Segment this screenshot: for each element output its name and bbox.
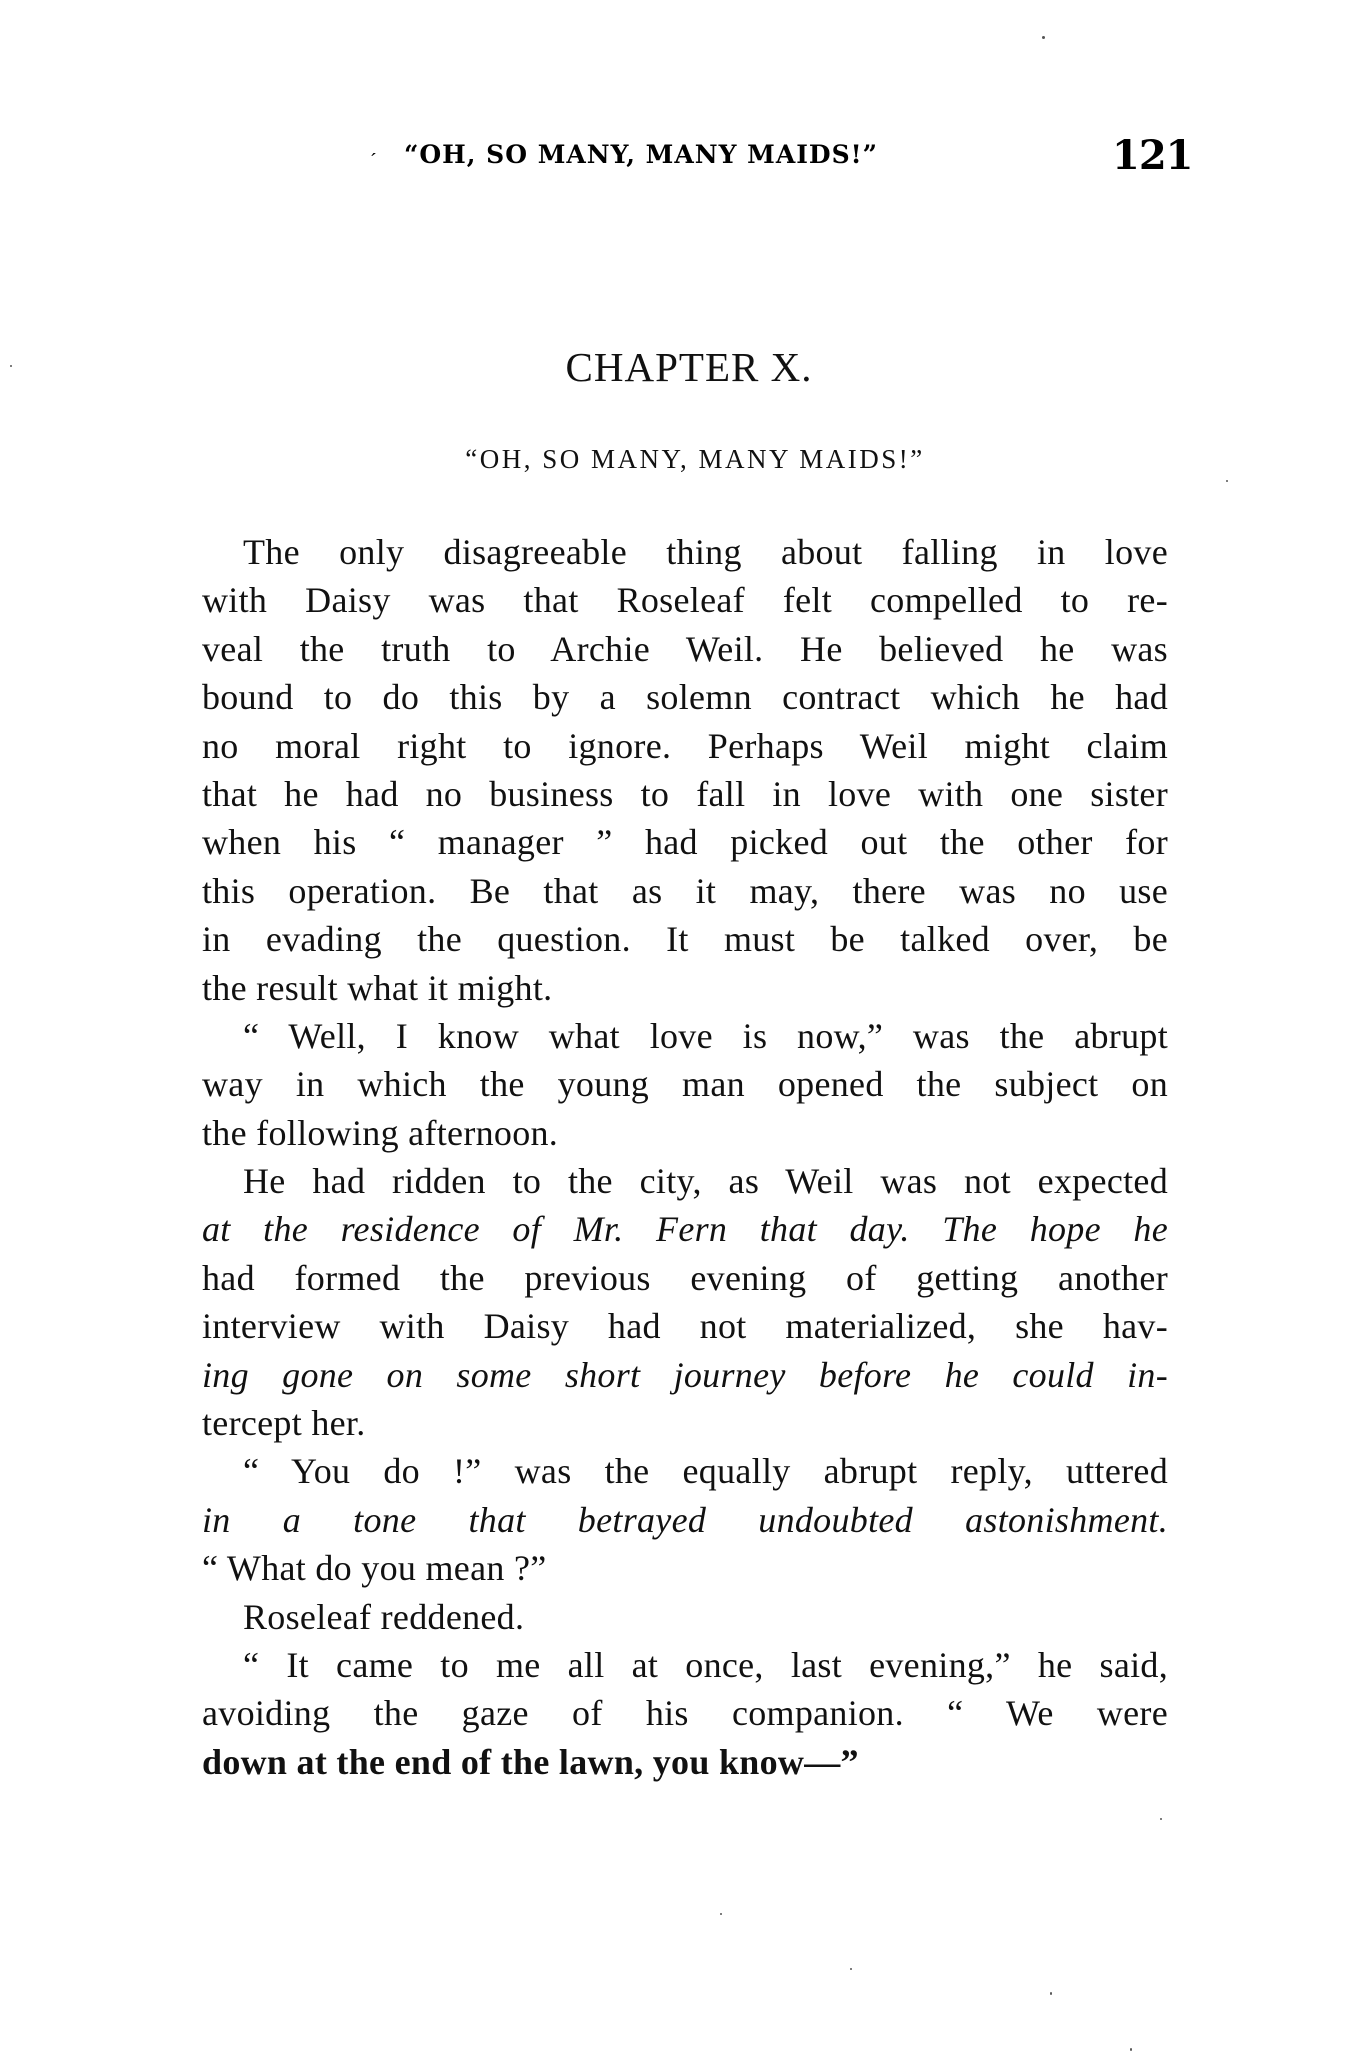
body-text xyxy=(202,528,1168,1786)
text-line: ing gone on some short journey before he could in- xyxy=(202,1354,1168,1395)
page-number: 121 xyxy=(1112,132,1193,179)
text-line: Roseleaf reddened. xyxy=(243,1596,525,1637)
text-line: He had ridden to the city, as Weil was not expected xyxy=(243,1161,1168,1202)
text-line: no moral right to ignore. Perhaps Weil might claim xyxy=(202,725,1168,766)
text-line: had formed the previous evening of getting another xyxy=(202,1257,1168,1298)
text-line: “ It came to me all at once, last evening,” he said, xyxy=(243,1644,1168,1685)
text-line: “ You do !” was the equally abrupt reply, uttered xyxy=(243,1451,1168,1492)
text-line: this operation. Be that as it may, there was no use xyxy=(202,870,1168,911)
chapter-subtitle: “OH, SO MANY, MANY MAIDS!” xyxy=(465,444,925,474)
text-line: at the residence of Mr. Fern that day. The hope he xyxy=(202,1209,1168,1250)
text-line: veal the truth to Archie Weil. He believed he was xyxy=(202,628,1168,669)
text-line: the following afternoon. xyxy=(202,1112,559,1153)
text-line: “ What do you mean ?” xyxy=(202,1548,547,1589)
stray-speck xyxy=(720,1913,722,1915)
stray-speck xyxy=(1130,2048,1132,2051)
text-line: with Daisy was that Roseleaf felt compelled to re- xyxy=(202,580,1168,621)
stray-speck xyxy=(1050,1992,1052,1995)
stray-mark: ´ xyxy=(370,150,377,172)
text-line: way in which the young man opened the subject on xyxy=(202,1064,1168,1105)
text-line: bound to do this by a solemn contract which he had xyxy=(202,677,1168,718)
text-line: interview with Daisy had not materialized, she hav- xyxy=(202,1306,1168,1347)
text-line: in evading the question. It must be talked over, be xyxy=(202,919,1168,960)
stray-speck xyxy=(10,365,12,367)
text-line: avoiding the gaze of his companion. “ We were xyxy=(202,1693,1168,1734)
text-line: in a tone that betrayed undoubted astonishment. xyxy=(202,1499,1168,1540)
text-line: that he had no business to fall in love with one sister xyxy=(202,773,1168,814)
text-line: down at the end of the lawn, you know—” xyxy=(202,1741,859,1782)
stray-speck xyxy=(1042,36,1045,39)
chapter-title: CHAPTER X. xyxy=(565,344,813,390)
text-line: when his “ manager ” had picked out the other for xyxy=(202,822,1168,863)
text-line: the result what it might. xyxy=(202,967,553,1008)
text-line: The only disagreeable thing about falling in love xyxy=(243,532,1168,572)
stray-speck xyxy=(850,1968,852,1970)
running-head: “OH, SO MANY, MANY MAIDS!” xyxy=(404,140,878,169)
stray-speck xyxy=(1226,480,1228,482)
stray-speck xyxy=(1160,1818,1162,1820)
text-line: “ Well, I know what love is now,” was the abrupt xyxy=(243,1015,1168,1056)
text-line: tercept her. xyxy=(202,1403,366,1444)
